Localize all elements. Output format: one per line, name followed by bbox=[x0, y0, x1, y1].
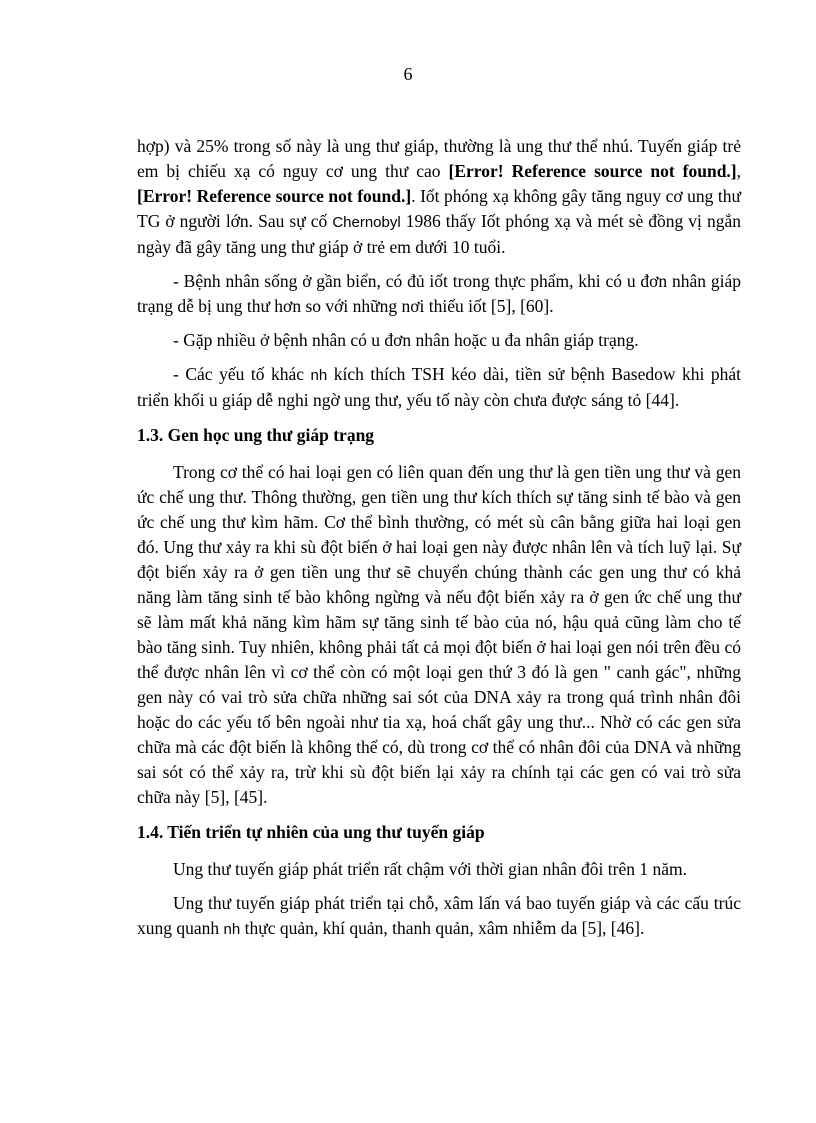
page-number: 6 bbox=[403, 64, 413, 84]
chernobyl-term: Chernobyl bbox=[332, 214, 401, 231]
paragraph-genetics: Trong cơ thể có hai loại gen có liên quan đến ung thư là gen tiền ung thư và gen ức chế ung thư. Thông thường, gen tiền ung thư kích thích sự tăng sinh tế bào và gen ức chế ung thư kìm hãm. Cơ thể bình thường, có mét sù cân bằng giữa hai loại gen đó. Ung thư xảy ra khi sù đột biến ở hai loại gen này được nhân lên và tích luỹ lại. Sự đột biến xảy ra ở gen tiền ung thư sẽ chuyển chúng thành các gen ung thư có khả năng làm tăng sinh tế bào không ngừng và nếu đột biến xảy ra ở gen ức chế ung thư sẽ làm mất khả năng kìm hãm sự tăng sinh tế bào của nó, hậu quả cũng làm cho tế bào tăng sinh. Tuy nhiên, không phải tất cả mọi đột biến ở hai loại gen nói trên đều có thể được nhân lên vì cơ thể còn có một loại gen thứ 3 đó là gen " canh gác", những gen này có vai trò sửa chữa những sai sót của DNA xảy ra trong quá trình nhân đôi hoặc do các yếu tố bên ngoài như tia xạ, hoá chất gây ung thư... Nhờ có các gen sửa chữa mà các đột biến là không thể có, dù trong cơ thể có nhân đôi của DNA và những sai sót có thể xảy ra, trừ khi sù đột biến lại xảy ra chính tại các gen có vai trò sửa chữa này [5], [45]. bbox=[137, 462, 741, 807]
nh-fragment: nh bbox=[223, 921, 241, 938]
text-run: Ung thư tuyến giáp phát triển tại chỗ, xâm lấn vá bao tuyến giáp và các cấu trúc xung quanh bbox=[137, 893, 741, 938]
paragraph-slow-growth: Ung thư tuyến giáp phát triển rất chậm với thời gian nhân đôi trên 1 năm. bbox=[173, 859, 687, 879]
paragraph-radiation bbox=[137, 134, 741, 260]
reference-error-2: [Error! Reference source not found.] bbox=[137, 186, 412, 206]
text-run: 1986 thấy Iốt phóng xạ và mét sè đồng vị ngắn ngày đã gây tăng ung thư giáp ở trẻ em dưới 10 tuổi. bbox=[137, 211, 741, 257]
section-heading-1-4: 1.4. Tiến triển tự nhiên của ung thư tuyến giáp bbox=[137, 822, 485, 842]
text-run: thực quản, khí quản, thanh quản, xâm nhiễm da [5], [46]. bbox=[240, 918, 645, 938]
paragraph-local-invasion bbox=[137, 891, 741, 942]
document-body bbox=[137, 134, 741, 951]
text-run: - Các yếu tố khác bbox=[173, 364, 311, 384]
text-run: kích thích TSH kéo dài, tiền sử bệnh Basedow khi phát triển khối u giáp dễ nghi ngờ ung thư, yếu tố này còn chưa được sáng tỏ [44]. bbox=[137, 364, 742, 410]
paragraph-coastal-patients: - Bệnh nhân sống ở gần biển, có đủ iốt trong thực phẩm, khi có u đơn nhân giáp trạng dễ bị ung thư hơn so với những nơi thiếu iốt [5], [60]. bbox=[137, 271, 741, 316]
text-run: hợp) và 25% trong số này là ung thư giáp, thường là ung thư thể nhú. Tuyến giáp trẻ em bị chiếu xạ có nguy cơ ung thư cao bbox=[137, 136, 741, 181]
reference-error-1: [Error! Reference source not found.] bbox=[448, 161, 737, 181]
nh-fragment: nh bbox=[310, 367, 328, 384]
paragraph-nodule-patients: - Gặp nhiều ở bệnh nhân có u đơn nhân hoặc u đa nhân giáp trạng. bbox=[173, 330, 639, 350]
text-run: , bbox=[736, 161, 742, 181]
paragraph-other-factors bbox=[137, 362, 741, 413]
text-run: . Iốt phóng xạ không gây tăng nguy cơ ung thư TG ở người lớn. Sau sự cố bbox=[137, 186, 741, 231]
section-heading-1-3: 1.3. Gen học ung thư giáp trạng bbox=[137, 425, 375, 445]
